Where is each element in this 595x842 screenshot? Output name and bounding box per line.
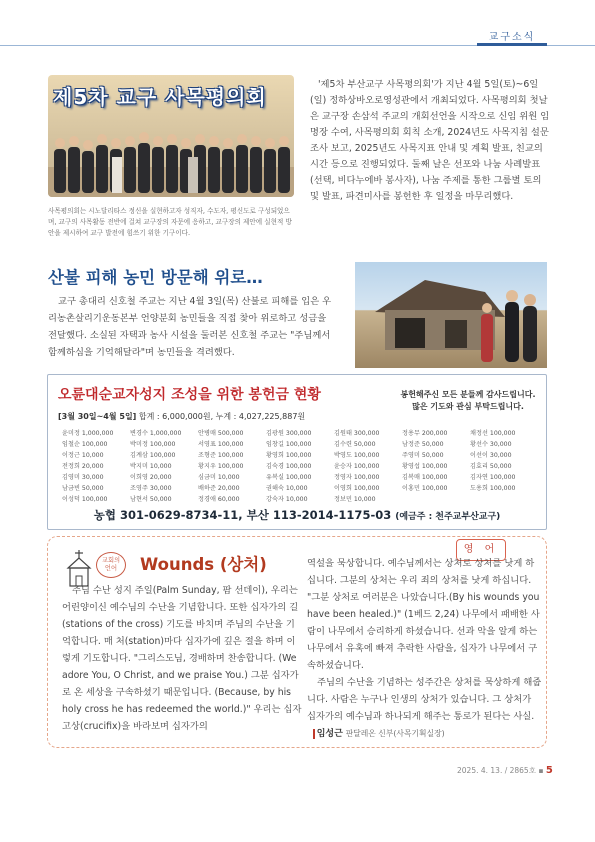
- crowd-illustration: [48, 127, 294, 197]
- donor-entry: 안병매 500,000: [198, 430, 244, 437]
- donor-entry: 황영희 100,000: [266, 452, 312, 459]
- donor-entry: 조형준 100,000: [198, 452, 244, 459]
- page-number: 5: [545, 765, 553, 776]
- corner-tag-line1: 교회의: [101, 557, 121, 564]
- donor-list: [62, 429, 538, 504]
- donor-entry: 임철순 100,000: [62, 441, 108, 448]
- council-photo: [48, 75, 294, 197]
- donor-entry: 김숙경 100,000: [266, 463, 312, 470]
- corner-tag-line2: 언어: [104, 565, 118, 572]
- donor-entry: 이정근 10,000: [62, 452, 104, 459]
- donation-thanks-line2: 많은 기도와 관심 부탁드립니다.: [412, 402, 524, 411]
- donor-entry: 심금미 10,000: [198, 474, 240, 481]
- donor-entry: 김원태 300,000: [334, 430, 380, 437]
- language-tag: 영 어: [456, 539, 506, 561]
- donor-entry: 도용희 100,000: [470, 485, 516, 492]
- photo-banner-text: 제5차 교구 사목평의회: [53, 85, 267, 109]
- donor-entry: 변경수 1,000,000: [130, 430, 182, 437]
- column-title: Wounds (상처): [140, 555, 267, 574]
- donation-status-box: [47, 374, 547, 530]
- donor-entry: 배하준 20,000: [198, 485, 240, 492]
- wildfire-article-title: 산불 피해 농민 방문해 위로…: [48, 268, 263, 287]
- page-footer: 2025. 4. 13. / 2865호 ▪ 5: [457, 765, 553, 776]
- author-signature: [307, 729, 445, 739]
- donor-entry: 정경애 60,000: [198, 496, 240, 503]
- donor-entry: 김계삼 100,000: [130, 452, 176, 459]
- donor-entry: 황지우 100,000: [198, 463, 244, 470]
- corner-tag: [96, 552, 126, 578]
- donor-entry: 이희영 20,000: [130, 474, 172, 481]
- donor-entry: 강숙자 10,000: [266, 496, 308, 503]
- donor-entry: 이선이 30,000: [470, 452, 512, 459]
- donor-entry: 김영미 30,000: [62, 474, 104, 481]
- donor-entry: 김자연 100,000: [470, 474, 516, 481]
- donation-thanks: [393, 389, 543, 413]
- donation-period: [3월 30일~4월 5일]: [58, 412, 137, 421]
- donor-entry: 정보민 10,000: [334, 496, 376, 503]
- wildfire-article-body: 교구 총대리 신호철 주교는 지난 4월 3일(목) 산불로 피해를 입은 우리농촌살리기운동본부 언양분회 농민들을 직접 찾아 위로하고 성금을 전달했다. 소실된 자택과 농사 시설을 둘러본 신호철 주교는 "주님께서 함께하심을 기억해달라"며 농민들을 격려했다.: [48, 296, 332, 358]
- donor-entry: 남정준 50,000: [402, 441, 444, 448]
- donor-entry: 윤승자 100,000: [334, 463, 380, 470]
- donor-entry: 임창길 100,000: [266, 441, 312, 448]
- bank-account-line: [48, 507, 546, 523]
- donor-entry: 전정희 20,000: [62, 463, 104, 470]
- account-holder: (예금주 : 천주교부산교구): [395, 512, 501, 522]
- burned-house-illustration: [355, 262, 547, 368]
- donor-entry: 권해숙 10,000: [266, 485, 308, 492]
- wildfire-visit-photo: [355, 262, 547, 368]
- author-bar: [313, 729, 315, 739]
- donor-entry: 박미정 100,000: [130, 441, 176, 448]
- donor-entry: 남금빈 50,000: [62, 485, 104, 492]
- donor-entry: 박영도 100,000: [334, 452, 380, 459]
- bank-accounts: 농협 301-0629-8734-11, 부산 113-2014-1175-03: [93, 508, 392, 522]
- donor-entry: 남현서 50,000: [130, 496, 172, 503]
- photo-caption: 사목평의회는 시노달리타스 정신을 실현하고자 성직자, 수도자, 평신도로 구성되었으며, 교구의 사목활동 전반에 걸쳐 교구장의 자문에 응하고, 교구장의 제안에 실현적 방안을 제시하여 교구 발전에 힘쓰기 위한 기구이다.: [48, 207, 292, 237]
- donor-entry: 정용무 200,000: [402, 430, 448, 437]
- donation-title: 오륜대순교자성지 조성을 위한 봉헌금 현황: [58, 387, 321, 403]
- donor-entry: 김수련 50,000: [334, 441, 376, 448]
- donor-entry: 유복실 100,000: [266, 474, 312, 481]
- donor-entry: 박지미 10,000: [130, 463, 172, 470]
- council-article-body: '제5차 부산교구 사목평의회'가 지난 4월 5일(토)~6일(일) 정하상바오로영성관에서 개최되었다. 사목평의회 첫날은 교구장 손삼석 주교의 개회선언을 시작으로 신임 위원 임명장 수여, 사목평의회 회칙 소개, 2024년도 사목지침 설문조사 보고, 2025년도 사목지표 안내 및 계획 발표, 친교의 시간 등으로 진행되었다. 둘째 날은 선포와 나눔 사례발표(선택, 비다누에바 봉사자), 나눔 주제를 통한 그룹별 토의 및 발표, 파견미사를 봉헌한 후 일정을 마무리했다.: [310, 79, 550, 202]
- column-left-text: 주님 수난 성지 주일(Palm Sunday, 팜 선데이), 우리는 어린양이신 예수님의 수난을 기념합니다. 또한 십자가의 길(stations of the cross) 기도를 바치며 주님의 수난을 기억합니다. 매 처(station)마다 십자가에 깊은 절을 하며 이렇게 기도합니다. "그리스도님, 경배하며 찬송합니다. (We adore You, O Christ, and we praise You.) 그분 십자가로 온 세상을 구속하셨기 때문입니다. (Because, by his holy cross he has redeemed the world.)" 우리는 십자고상(crucifix)을 바라보며 십자가의: [62, 585, 302, 732]
- donor-entry: 조영주 30,000: [130, 485, 172, 492]
- donor-entry: 채정선 100,000: [470, 430, 516, 437]
- donor-entry: 김광원 300,000: [266, 430, 312, 437]
- donor-entry: 김복매 100,000: [402, 474, 448, 481]
- donor-entry: 황영섭 100,000: [402, 463, 448, 470]
- column-right-paragraph-2: 주님의 수난을 기념하는 성주간은 상처를 묵상하게 해줍니다. 사람은 누구나 인생의 상처가 있습니다. 그 상처가 십자가의 예수님과 하나되게 해주는 통로가 된다는 사실. 임성근 판달레온 신부(사목기획실장): [307, 677, 542, 739]
- column-right-paragraph-1: 역설을 묵상합니다. 예수님께서는 상처로 상처를 낫게 하십니다. 그분의 상처는 우리 죄의 상처를 낫게 하십니다. "그분 상처로 여러분은 나았습니다.(By his wounds you have been healed.)" (1베드 2,24) 나무에서 패배한 사람이 나무에서 승리하게 하셨습니다. 선과 악을 알게 하는 나무에서 유혹에 빠져 추락한 사람을, 십자가 나무에서 구속하셨습니다.: [307, 558, 540, 671]
- donor-entry: 김효리 50,000: [470, 463, 512, 470]
- donor-entry: 윤미정 1,000,000: [62, 430, 114, 437]
- section-tab: 교구소식: [477, 28, 547, 46]
- donor-entry: 이성덕 100,000: [62, 496, 108, 503]
- donor-entry: 이홍민 100,000: [402, 485, 448, 492]
- donor-entry: 서영표 100,000: [198, 441, 244, 448]
- donation-total: 합계 : 6,000,000원, 누계 : 4,027,225,887원: [138, 412, 306, 421]
- donor-entry: 황선수 30,000: [470, 441, 512, 448]
- donation-summary: [58, 411, 305, 422]
- donor-entry: 주영미 50,000: [402, 452, 444, 459]
- donor-entry: 이영희 100,000: [334, 485, 380, 492]
- donor-entry: 정영자 100,000: [334, 474, 380, 481]
- issue-date: 2025. 4. 13. / 2865호: [457, 766, 536, 775]
- author-role: 판달레온 신부(사목기획실장): [345, 729, 445, 738]
- column-right-text: [307, 555, 542, 743]
- author-name: 임성근: [316, 729, 343, 739]
- donation-thanks-line1: 봉헌해주신 모든 분들께 감사드립니다.: [400, 390, 536, 399]
